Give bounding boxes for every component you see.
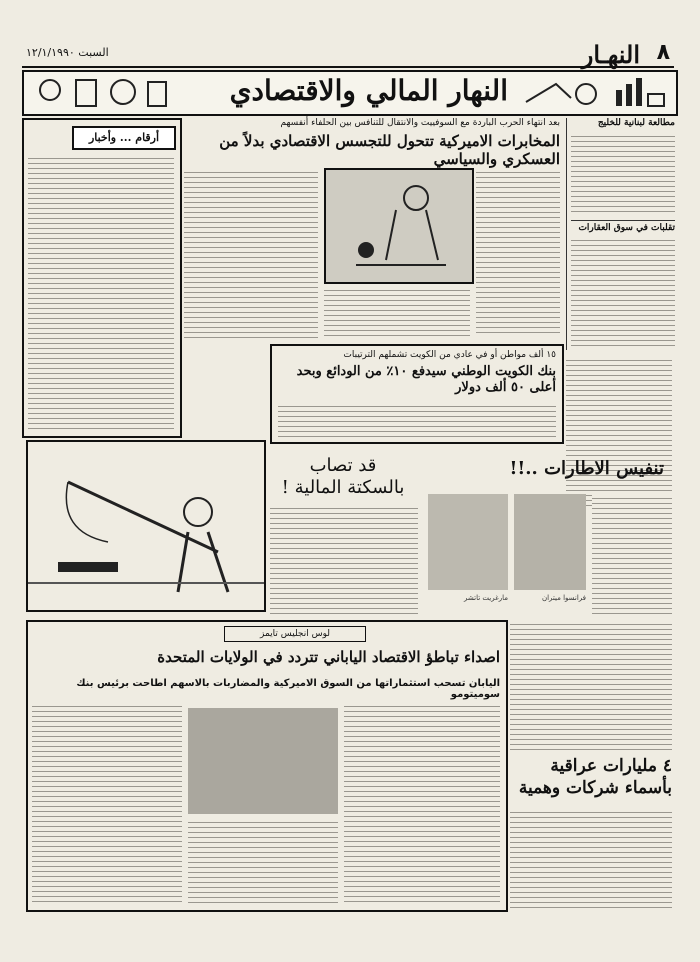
sidebar-text-2 bbox=[571, 236, 675, 348]
photo-left bbox=[514, 494, 586, 590]
top-story-col-2 bbox=[324, 286, 470, 338]
top-story-col-1 bbox=[476, 168, 560, 336]
la-times-col-2 bbox=[188, 818, 338, 906]
cartoon-illustration bbox=[324, 168, 474, 284]
iraq-headline-2: بأسماء شركات وهمية bbox=[518, 778, 672, 798]
sidebar-heading-1: مطالعة لبنانية للخليج bbox=[597, 118, 675, 128]
top-story-kicker: بعد انتهاء الحرب الباردة مع السوفييت والانتقال للتنافس بين الحلفاء أنفسهم bbox=[280, 118, 560, 128]
la-times-col-1 bbox=[344, 702, 500, 906]
newspaper-name: النهـار bbox=[581, 40, 640, 69]
bar-chart-icon bbox=[612, 76, 672, 108]
sidebar-column bbox=[566, 118, 675, 350]
la-times-box bbox=[26, 620, 508, 912]
tanfees-text bbox=[592, 494, 672, 614]
sidebar-text-1 bbox=[571, 132, 675, 216]
stock-exchange-photo bbox=[188, 708, 338, 814]
cartoon-figures-icon bbox=[28, 74, 178, 110]
top-story-headline: المخابرات الاميركية تتحول للتجسس الاقتصادي بدلاً من العسكري والسياسي bbox=[219, 132, 560, 168]
money-icon bbox=[516, 76, 606, 108]
kuwait-kicker: ١٥ ألف مواطن أو في عادي من الكويت تشملهم الترتيبات bbox=[343, 350, 556, 360]
photo-right bbox=[428, 494, 508, 590]
kuwait-text bbox=[278, 402, 556, 438]
kuwait-story-box bbox=[270, 344, 564, 444]
gold-headline-1: قد تصاب bbox=[309, 455, 377, 476]
gold-headline-2: بالسكتة المالية ! bbox=[281, 477, 405, 498]
la-times-col-3 bbox=[32, 702, 182, 906]
photo-caption-right: مارغريت تاتشر bbox=[464, 594, 508, 602]
news-briefs-box bbox=[22, 118, 182, 438]
tanfees-headline: تنفيس الاطارات ..!! bbox=[509, 458, 664, 479]
section-banner bbox=[22, 70, 678, 116]
sidebar-text-3 bbox=[566, 356, 672, 506]
page-header bbox=[22, 40, 674, 68]
la-times-source: لوس انجليس تايمز bbox=[224, 626, 366, 642]
fishing-cartoon bbox=[26, 440, 266, 612]
la-times-headline: اصداء تباطؤ الاقتصاد الياباني تتردد في الولايات المتحدة bbox=[157, 648, 500, 666]
iraq-headline-1: ٤ مليارات عراقية bbox=[550, 756, 672, 776]
gold-text bbox=[270, 504, 418, 614]
banner-title: النهار المالي والاقتصادي bbox=[229, 74, 508, 107]
tanfees-text-2 bbox=[510, 620, 672, 750]
iraq-text bbox=[510, 808, 672, 908]
column-badge: أرقام ... وأخبار bbox=[72, 126, 176, 150]
kuwait-headline: بنك الكويت الوطني سيدفع ١٠٪ من الودائع وبحد أعلى ٥٠ ألف دولار bbox=[296, 364, 556, 395]
photo-caption-left: فرانسوا ميتران bbox=[541, 594, 586, 602]
page-number: ٨ bbox=[656, 40, 670, 65]
sidebar-heading-2: تقلبات في سوق العقارات bbox=[571, 220, 675, 233]
issue-date: السبت ١٢/١/١٩٩٠ bbox=[26, 46, 109, 59]
la-times-subheadline: اليابان تسحب استثماراتها من السوق الاميركية والمضاربات بالاسهم اطاحت برئيس بنك سوميتومو bbox=[76, 678, 500, 700]
news-briefs-text bbox=[28, 154, 174, 430]
top-story-col-4 bbox=[184, 168, 318, 338]
